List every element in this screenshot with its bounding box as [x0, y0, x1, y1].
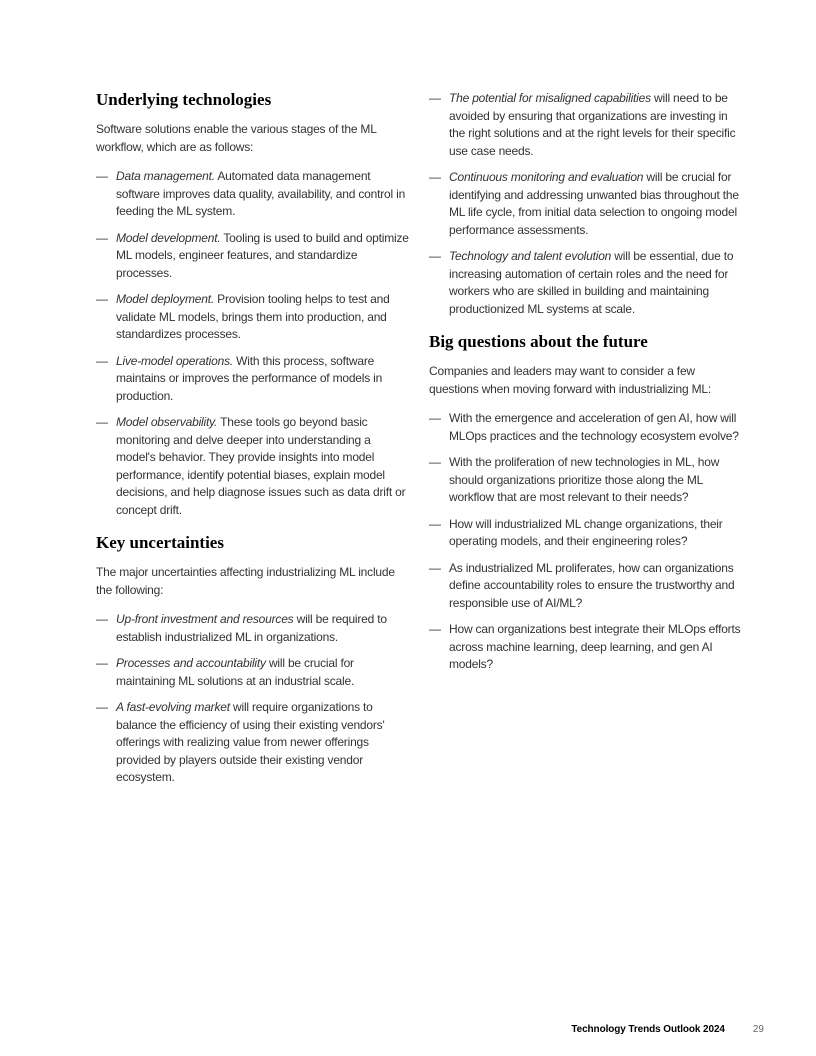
bullet-text — [116, 414, 412, 519]
bullet-rest: These tools go beyond basic monitoring and delve deeper into understanding a model's behavior. They provide insights into model performance, identify potential biases, explain model decisions, and help diagnose issues such as data drift or concept drift. — [116, 415, 406, 517]
bullet-text — [116, 230, 412, 283]
bullet-text — [449, 516, 745, 551]
list-item — [96, 699, 412, 787]
bullet-rest: will need to be avoided by ensuring that organizations are investing in the right solutions and at the right levels for their specific use case needs. — [449, 91, 736, 158]
section — [429, 90, 745, 318]
bullet-text — [449, 621, 745, 674]
section-intro: The major uncertainties affecting industrializing ML include the following: — [96, 565, 395, 597]
em-dash-bullet: — — [96, 612, 108, 627]
section — [429, 332, 745, 674]
list-item — [429, 169, 745, 239]
bullet-lead: The potential for misaligned capabilities — [449, 91, 651, 105]
em-dash-bullet: — — [429, 560, 441, 575]
bullet-rest: Tooling is used to build and optimize ML models, engineer features, and standardize processes. — [116, 230, 409, 280]
bullet-rest: will require organizations to balance the efficiency of using their existing vendors' offerings with realizing value from newer offerings provided by players outside their existing vendor ecosystem. — [116, 700, 385, 785]
section-heading: Big questions about the future — [429, 332, 648, 351]
bullet-rest: As industrialized ML proliferates, how can organizations define accountability roles to ensure the trustworthy and responsible use of AI/ML? — [449, 560, 735, 610]
list-item — [96, 168, 412, 221]
list-item — [96, 655, 412, 690]
bullet-lead: Model observability. — [116, 415, 218, 430]
bullet-text — [116, 291, 412, 344]
em-dash-bullet: — — [96, 415, 108, 430]
bullet-rest: With this process, software maintains or improves the performance of models in production. — [116, 353, 383, 403]
bullet-list — [96, 611, 412, 787]
footer-title: Technology Trends Outlook 2024 — [571, 1024, 725, 1035]
section-heading: Key uncertainties — [96, 533, 224, 553]
bullet-list — [96, 168, 412, 519]
bullet-text — [449, 410, 745, 445]
em-dash-bullet: — — [429, 455, 441, 470]
em-dash-bullet: — — [429, 249, 441, 263]
em-dash-bullet: — — [96, 353, 108, 368]
bullet-text — [116, 699, 412, 787]
em-dash-bullet: — — [96, 292, 108, 307]
bullet-lead: Technology and talent evolution — [449, 249, 612, 263]
em-dash-bullet: — — [96, 656, 108, 671]
bullet-lead: Continuous monitoring and evaluation — [449, 170, 644, 184]
section — [96, 90, 412, 519]
right-column — [429, 90, 745, 796]
em-dash-bullet: — — [429, 170, 441, 184]
em-dash-bullet: — — [96, 230, 108, 245]
list-item — [429, 410, 745, 445]
bullet-text — [116, 655, 412, 690]
bullet-text — [116, 611, 412, 646]
list-item — [96, 353, 412, 406]
bullet-rest: How can organizations best integrate their MLOps efforts across machine learning, deep learning, and gen AI models? — [449, 622, 741, 672]
footer-page-number: 29 — [752, 1024, 764, 1035]
bullet-lead: Model development. — [116, 230, 221, 245]
left-column — [96, 90, 412, 796]
list-item — [429, 90, 745, 160]
bullet-lead: A fast-evolving market — [116, 700, 230, 715]
list-item — [429, 516, 745, 551]
bullet-lead: Up-front investment and resources — [116, 612, 294, 627]
list-item — [96, 230, 412, 283]
section-intro: Companies and leaders may want to consider a few questions when moving forward with industrializing ML: — [429, 364, 712, 396]
bullet-text — [116, 353, 412, 406]
bullet-lead: Live-model operations. — [116, 353, 234, 368]
bullet-rest: With the proliferation of new technologies in ML, how should organizations prioritize those along the ML workflow that are most relevant to their needs? — [449, 455, 720, 505]
bullet-lead: Model deployment. — [116, 292, 214, 307]
list-item — [429, 560, 745, 613]
bullet-rest: How will industrialized ML change organizations, their operating models, and their engineering roles? — [449, 516, 723, 549]
bullet-text — [449, 454, 745, 507]
em-dash-bullet: — — [429, 411, 441, 426]
bullet-list — [429, 90, 745, 318]
bullet-text — [449, 248, 745, 318]
bullet-lead: Data management. — [116, 169, 215, 184]
section — [96, 533, 412, 787]
footer — [571, 1024, 764, 1036]
bullet-rest: With the emergence and acceleration of gen AI, how will MLOps practices and the technology ecosystem evolve? — [449, 411, 739, 443]
em-dash-bullet: — — [96, 700, 108, 715]
list-item — [429, 454, 745, 507]
em-dash-bullet: — — [429, 622, 441, 637]
bullet-text — [449, 560, 745, 613]
bullet-rest: will be required to establish industrialized ML in organizations. — [116, 612, 387, 644]
bullet-rest: will be crucial for maintaining ML solutions at an industrial scale. — [116, 656, 355, 688]
list-item — [96, 291, 412, 344]
em-dash-bullet: — — [429, 516, 441, 531]
bullet-lead: Processes and accountability — [116, 656, 266, 671]
em-dash-bullet: — — [96, 169, 108, 184]
bullet-text — [449, 90, 745, 160]
bullet-rest: will be crucial for identifying and addressing unwanted bias throughout the ML life cycle, from initial data selection to ongoing model performance assessments. — [449, 170, 739, 237]
bullet-text — [116, 168, 412, 221]
bullet-rest: Provision tooling helps to test and validate ML models, brings them into production, and standardizes processes. — [116, 292, 390, 342]
em-dash-bullet: — — [429, 91, 441, 105]
bullet-list — [429, 410, 745, 674]
bullet-rest: Automated data management software improves data quality, availability, and control in feeding the ML system. — [116, 169, 406, 219]
section-intro: Software solutions enable the various stages of the ML workflow, which are as follows: — [96, 122, 377, 154]
list-item — [429, 248, 745, 318]
list-item — [96, 611, 412, 646]
list-item — [429, 621, 745, 674]
section-heading: Underlying technologies — [96, 90, 272, 109]
bullet-text — [449, 169, 745, 239]
list-item — [96, 414, 412, 519]
content-columns — [96, 90, 745, 796]
bullet-rest: will be essential, due to increasing automation of certain roles and the need for workers who are skilled in building and maintaining productionized ML systems at scale. — [449, 249, 734, 316]
